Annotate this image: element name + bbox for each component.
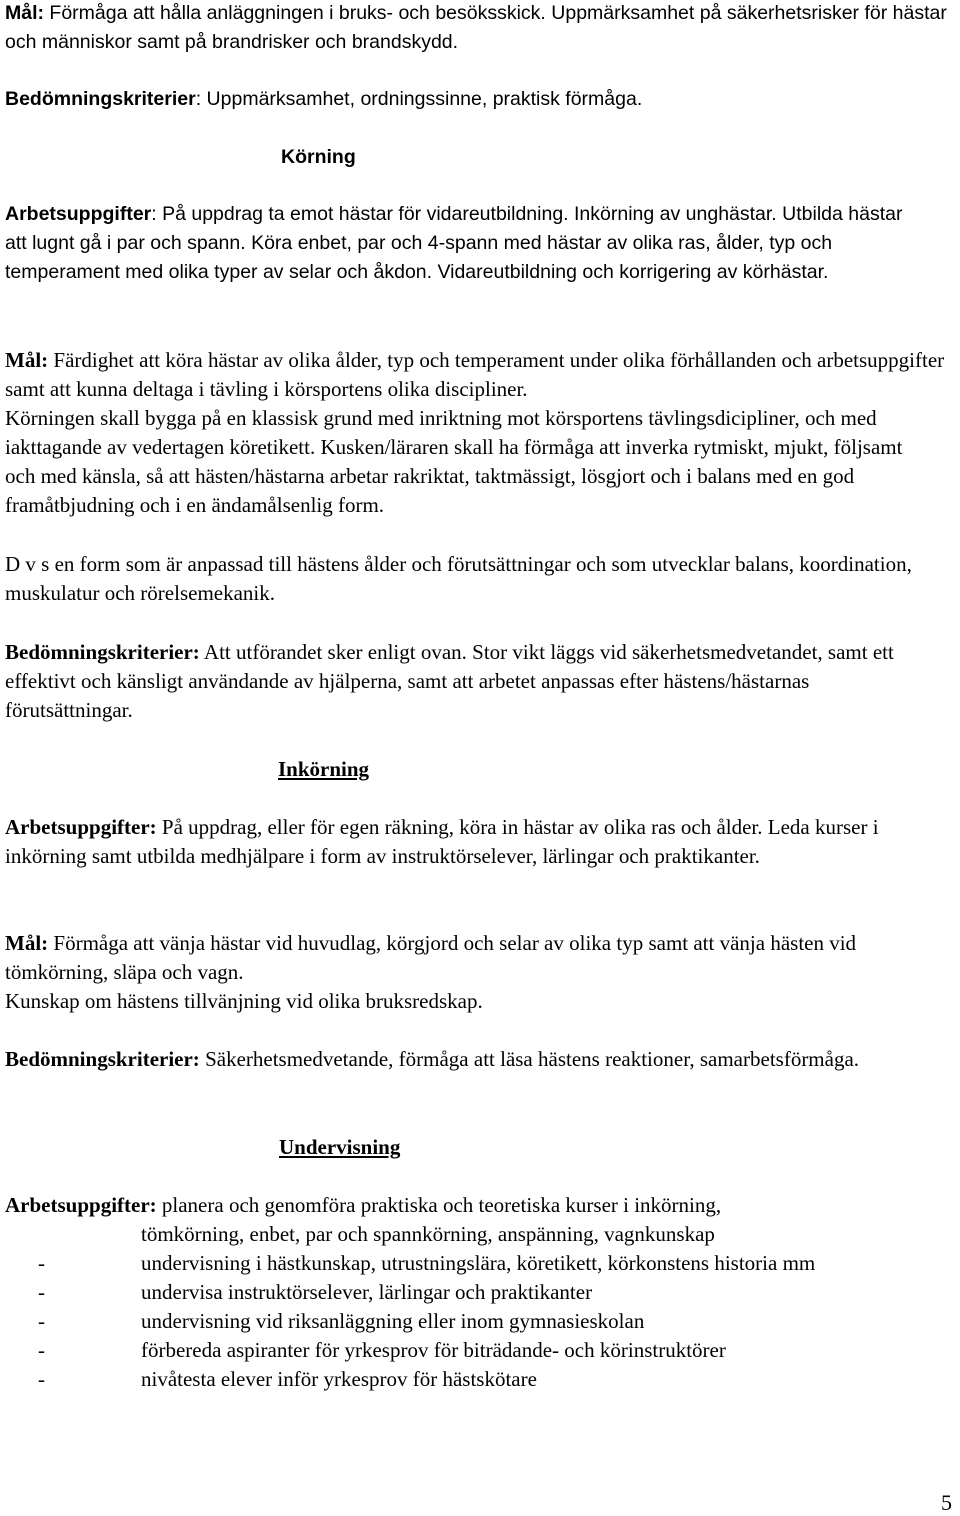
inkorning-mal-paragraph [5,929,930,987]
undervisning-arb-line2: tömkörning, enbet, par och spannkörning, anspänning, vagnkunskap [141,1222,715,1246]
arb-text: På uppdrag, eller för egen räkning, köra in hästar av olika ras och ålder. Leda kurser i inkörning samt utbilda medhjälpare i form av instruktörselever, lärlingar och praktikanter. [5,815,879,868]
list-dash: - [38,1338,45,1362]
bed-label: Bedömningskriterier: [5,1047,200,1071]
list-item-text: undervisning i hästkunskap, utrustningslära, köretikett, körkonstens historia mm [141,1251,816,1275]
list-dash: - [38,1309,45,1333]
arb-label: Arbetsuppgifter: [5,815,157,839]
arb-label: Arbetsuppgifter: [5,1193,157,1217]
korning-arb-paragraph [5,200,925,287]
korning-mal-paragraph [5,346,955,404]
arb-text: : På uppdrag ta emot hästar för vidareutbildning. Inkörning av unghästar. Utbilda hästar att lugnt gå i par och spann. Köra enbet, par och 4-spann med hästar av olika ras, ålder, typ och temperament med olika typer av selar och åkdon. Vidareutbildning och korrigering av körhästar. [5,203,903,283]
bed-text: Att utförandet sker enligt ovan. Stor vikt läggs vid säkerhetsmedvetandet, samt ett effektivt och känsligt användande av hjälperna, samt att arbetet anpassas efter hästens/hästarnas förutsättningar. [5,640,894,722]
top-bed-paragraph [5,85,955,114]
arb-label: Arbetsuppgifter [5,203,152,225]
inkorning-p2: Kunskap om hästens tillvänjning vid olika bruksredskap. [5,989,483,1013]
heading-inkorning: Inkörning [278,757,370,781]
inkorning-arb-paragraph [5,813,935,871]
bed-label: Bedömningskriterier [5,88,196,110]
korning-bed-paragraph [5,638,905,725]
bed-text: Säkerhetsmedvetande, förmåga att läsa hästens reaktioner, samarbetsförmåga. [199,1047,860,1071]
bed-label: Bedömningskriterier: [5,640,200,664]
list-item-text: undervisning vid riksanläggning eller inom gymnasieskolan [141,1309,645,1333]
heading-undervisning: Undervisning [279,1135,401,1159]
inkorning-bed-paragraph [5,1045,885,1074]
mal-text: Färdighet att köra hästar av olika ålder, typ och temperament under olika förhållanden och arbetsuppgifter samt att kunna deltaga i tävling i körsportens olika discipliner. [5,348,945,401]
list-dash: - [38,1367,45,1391]
page-number: 5 [941,1490,952,1515]
list-dash: - [38,1280,45,1304]
mal-text: Förmåga att vänja hästar vid huvudlag, körgjord och selar av olika typ samt att vänja hästen vid tömkörning, släpa och vagn. [5,931,857,984]
mal-text: Förmåga att hålla anläggningen i bruks- och besöksskick. Uppmärksamhet på säkerhetsrisker för hästar och människor samt på brandrisker och brandskydd. [5,2,947,53]
mal-label: Mål: [5,2,44,24]
korning-p3: D v s en form som är anpassad till hästens ålder och förutsättningar och som utvecklar balans, koordination, muskulatur och rörelsemekanik. [5,552,912,605]
list-item-text: förbereda aspiranter för yrkesprov för biträdande- och körinstruktörer [141,1338,726,1362]
heading-korning: Körning [281,146,356,168]
undervisning-arb-line1 [5,1191,955,1220]
korning-p2: Körningen skall bygga på en klassisk grund med inriktning mot körsportens tävlingsdicipliner, och med iakttagande av vedertagen köretikett. Kusken/läraren skall ha förmåga att inverka rytmiskt, mjukt, följsamt och med känsla, så att hästen/hästarna arbetar rakriktat, taktmässigt, lösgjort och i balans med en god framåtbjudning och i en ändamålsenlig form. [5,406,903,517]
mal-label: Mål: [5,931,49,955]
arb-text: planera och genomföra praktiska och teoretiska kurser i inkörning, [156,1193,722,1217]
list-dash: - [38,1251,45,1275]
top-mal-paragraph [5,0,955,57]
mal-label: Mål: [5,348,49,372]
list-item-text: nivåtesta elever inför yrkesprov för hästskötare [141,1367,537,1391]
list-item-text: undervisa instruktörselever, lärlingar och praktikanter [141,1280,593,1304]
bed-text: : Uppmärksamhet, ordningssinne, praktisk förmåga. [195,88,643,110]
